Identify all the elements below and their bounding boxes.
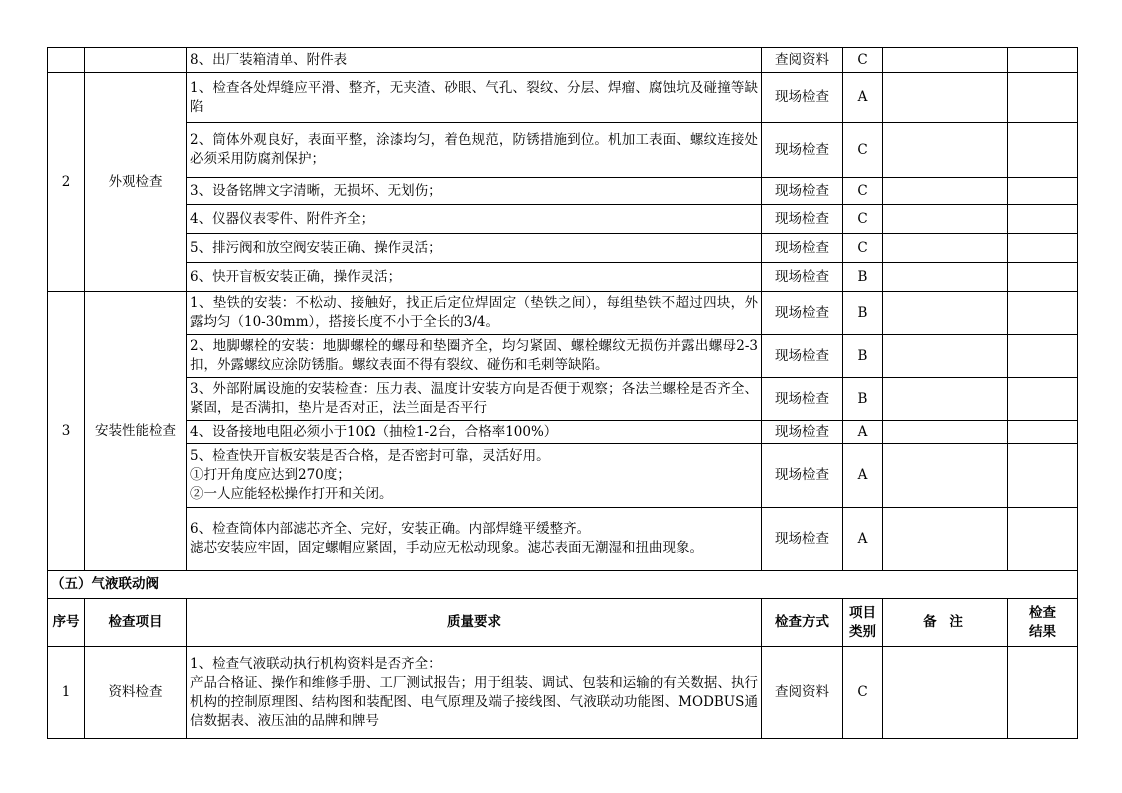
category-cell: B [843,335,883,378]
header-category [843,599,883,647]
result-cell [1008,123,1078,178]
table-row [48,263,1078,292]
category-cell: A [843,421,883,444]
requirement-cell: 3、设备铭牌文字清晰，无损坏、无划伤； [187,178,762,205]
table-row [48,335,1078,378]
method-cell: 现场检查 [762,292,843,335]
item-cell: 资料检查 [85,647,187,739]
method-cell: 现场检查 [762,508,843,571]
table-row [48,205,1078,234]
requirement-cell: 1、检查各处焊缝应平滑、整齐，无夹渣、砂眼、气孔、裂纹、分层、焊瘤、腐蚀坑及碰撞等缺陷 [187,73,762,123]
requirement-line: 滤芯安装应牢固，固定螺帽应紧固，手动应无松动现象。滤芯表面无潮湿和扭曲现象。 [190,540,703,556]
requirement-cell: 2、地脚螺栓的安装：地脚螺栓的螺母和垫圈齐全，均匀紧固、螺栓螺纹无损伤并露出螺母2-3扣，外露螺纹应涂防锈脂。螺纹表面不得有裂纹、碰伤和毛刺等缺陷。 [187,335,762,378]
method-cell: 现场检查 [762,178,843,205]
category-cell: A [843,73,883,123]
result-cell [1008,292,1078,335]
requirement-cell: 2、筒体外观良好，表面平整，涂漆均匀，着色规范，防锈措施到位。机加工表面、螺纹连接处必须采用防腐剂保护； [187,123,762,178]
requirement-line: 5、检查快开盲板安装是否合格，是否密封可靠，灵活好用。 [190,448,550,464]
remark-cell [883,421,1008,444]
remark-cell [883,508,1008,571]
table-row [48,647,1078,739]
result-cell [1008,178,1078,205]
table-row [48,234,1078,263]
remark-cell [883,263,1008,292]
seq-cell: 2 [48,73,85,292]
result-cell [1008,48,1078,73]
requirement-cell: 8、出厂装箱清单、附件表 [187,48,762,73]
requirement-line: 1、检查气液联动执行机构资料是否齐全： [190,655,442,672]
requirement-cell: 4、仪器仪表零件、附件齐全； [187,205,762,234]
item-cell: 外观检查 [85,73,187,292]
category-cell: A [843,444,883,508]
category-cell: B [843,378,883,421]
table-row [48,378,1078,421]
table-row [48,444,1078,508]
requirement-cell [187,444,762,508]
requirement-line: ②一人应能轻松操作打开和关闭。 [190,486,393,502]
method-cell: 现场检查 [762,444,843,508]
requirement-cell [187,508,762,571]
method-cell: 现场检查 [762,234,843,263]
requirement-cell [187,647,762,739]
category-cell: C [843,123,883,178]
method-cell: 现场检查 [762,205,843,234]
section-title: （五）气液联动阀 [48,571,1078,599]
header-remark: 备 注 [883,599,1008,647]
method-cell: 现场检查 [762,378,843,421]
header-seq: 序号 [48,599,85,647]
remark-cell [883,292,1008,335]
category-cell: B [843,263,883,292]
section-row [48,571,1078,599]
method-cell: 现场检查 [762,73,843,123]
result-cell [1008,335,1078,378]
requirement-line: 产品合格证、操作和维修手册、工厂测试报告；用于组装、调试、包装和运输的有关数据、执行机构的控制原理图、结构图和装配图、电气原理及端子接线图、气液联动功能图、MODBUS通信数据表、液压油的品牌和牌号 [190,674,758,729]
table-row [48,421,1078,444]
requirement-line: 6、检查筒体内部滤芯齐全、完好，安装正确。内部焊缝平缓整齐。 [190,521,591,537]
remark-cell [883,444,1008,508]
category-cell: C [843,647,883,739]
header-category-line: 类别 [849,623,876,640]
result-cell [1008,73,1078,123]
seq-cell [48,48,85,73]
method-cell: 现场检查 [762,123,843,178]
table-row [48,178,1078,205]
seq-cell: 3 [48,292,85,571]
remark-cell [883,178,1008,205]
remark-cell [883,123,1008,178]
table-row [48,123,1078,178]
table-row [48,292,1078,335]
result-cell [1008,205,1078,234]
remark-cell [883,234,1008,263]
table-row [48,508,1078,571]
header-category-line: 项目 [849,604,876,621]
result-cell [1008,421,1078,444]
requirement-cell: 4、设备接地电阻必须小于10Ω（抽检1-2台，合格率100%） [187,421,762,444]
category-cell: C [843,48,883,73]
method-cell: 现场检查 [762,335,843,378]
result-cell [1008,508,1078,571]
seq-cell: 1 [48,647,85,739]
remark-cell [883,48,1008,73]
header-result-line: 结果 [1029,623,1056,640]
requirement-cell: 5、排污阀和放空阀安装正确、操作灵活； [187,234,762,263]
method-cell: 现场检查 [762,263,843,292]
method-cell: 现场检查 [762,421,843,444]
header-result-line: 检查 [1029,604,1056,621]
inspection-table [47,47,1078,739]
requirement-line: ①打开角度应达到270度； [190,467,351,483]
result-cell [1008,263,1078,292]
header-item: 检查项目 [85,599,187,647]
category-cell: B [843,292,883,335]
remark-cell [883,73,1008,123]
category-cell: C [843,178,883,205]
header-row [48,599,1078,647]
category-cell: A [843,508,883,571]
category-cell: C [843,234,883,263]
remark-cell [883,378,1008,421]
header-method: 检查方式 [762,599,843,647]
item-cell: 安装性能检查 [85,292,187,571]
result-cell [1008,234,1078,263]
result-cell [1008,378,1078,421]
table-row [48,48,1078,73]
category-cell: C [843,205,883,234]
remark-cell [883,205,1008,234]
result-cell [1008,444,1078,508]
requirement-cell: 1、垫铁的安装：不松动、接触好，找正后定位焊固定（垫铁之间），每组垫铁不超过四块，外露均匀（10-30mm），搭接长度不小于全长的3/4。 [187,292,762,335]
remark-cell [883,335,1008,378]
table-row [48,73,1078,123]
method-cell: 查阅资料 [762,647,843,739]
header-requirement: 质量要求 [187,599,762,647]
requirement-cell: 6、快开盲板安装正确，操作灵活； [187,263,762,292]
result-cell [1008,647,1078,739]
method-cell: 查阅资料 [762,48,843,73]
item-cell [85,48,187,73]
header-result [1008,599,1078,647]
remark-cell [883,647,1008,739]
requirement-cell: 3、外部附属设施的安装检查：压力表、温度计安装方向是否便于观察；各法兰螺栓是否齐全、紧固，是否满扣，垫片是否对正，法兰面是否平行 [187,378,762,421]
